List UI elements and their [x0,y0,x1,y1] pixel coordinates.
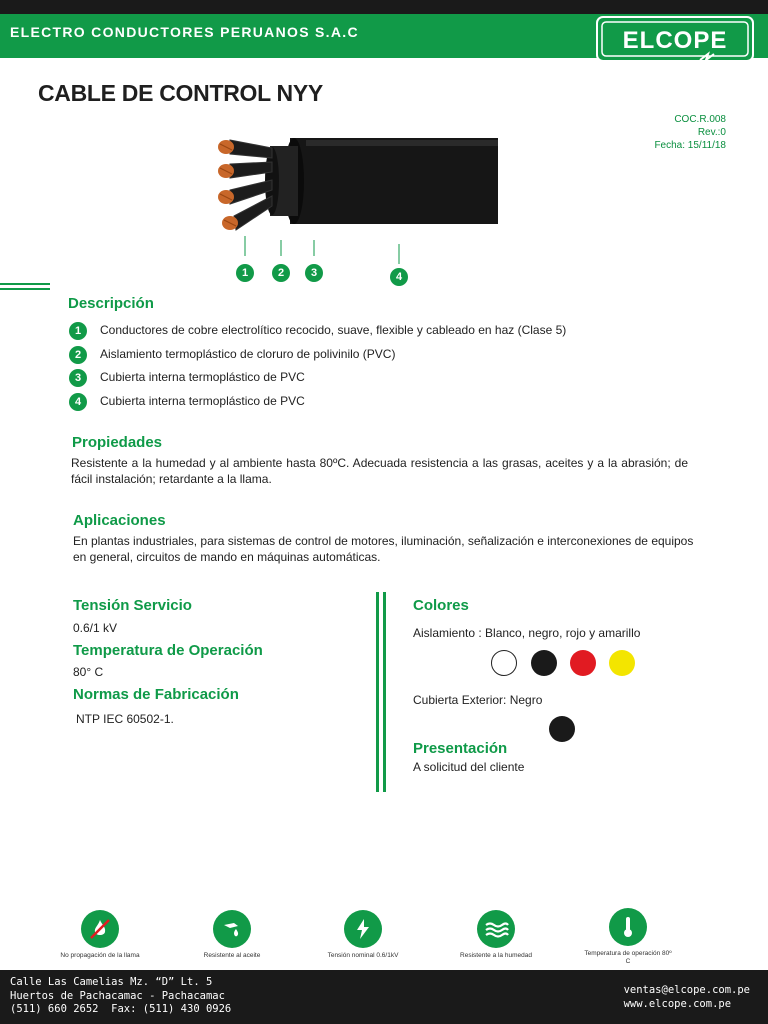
callout-4: 4 [390,268,408,286]
section-divider [0,283,50,297]
doc-reference [654,113,726,152]
phone-line: (511) 660 2652 Fax: (511) 430 0926 [10,1003,232,1015]
temperatura-title: Temperatura de Operación [73,642,263,659]
footer-contact [624,983,750,1011]
web-link[interactable]: www.elcope.com.pe [623,998,732,1010]
feature-oil [187,910,277,960]
color-swatch-black [531,650,557,676]
cable-illustration [210,126,510,296]
desc-item-1: Conductores de cobre electrolítico recocido, suave, flexible y cableado en haz (Clase 5) [100,323,567,337]
divider-line-1 [376,592,379,792]
desc-num-3: 3 [69,369,87,387]
elcope-logo [596,16,754,68]
desc-num-4: 4 [69,393,87,411]
desc-num-2: 2 [69,346,87,364]
thermometer-icon [609,908,647,946]
no-flame-icon [81,910,119,948]
company-name: ELECTRO CONDUCTORES PERUANOS S.A.C [10,24,359,40]
color-swatch-cubierta [549,716,575,742]
address-line-2: Huertos de Pachacamac - Pachacamac [10,989,225,1002]
email-link[interactable]: ventas@elcope.com.pe [623,984,750,996]
address-line-1: Calle Las Camelias Mz. “D” Lt. 5 [10,976,213,988]
divider-line-2 [383,592,386,792]
feature-temperature [583,908,673,966]
waves-icon [477,910,515,948]
tension-value: 0.6/1 kV [73,621,118,635]
aislamiento-text: Aislamiento : Blanco, negro, rojo y amarillo [413,626,641,640]
desc-num-1: 1 [69,322,87,340]
footer-address [10,976,231,1017]
lightning-icon [344,910,382,948]
descripcion-title: Descripción [68,295,154,312]
doc-rev: Rev.:0 [697,127,726,138]
feature-flame [55,910,145,960]
callout-1: 1 [236,264,254,282]
desc-item-3: Cubierta interna termoplástico de PVC [100,370,305,384]
top-bar [0,0,768,14]
aplicaciones-title: Aplicaciones [73,512,166,529]
presentacion-value: A solicitud del cliente [413,760,525,774]
feature-label: Temperatura de operación 80º C [584,950,672,965]
doc-date: Fecha: 15/11/18 [654,140,726,151]
propiedades-title: Propiedades [72,434,163,451]
oil-drop-icon [213,910,251,948]
color-swatch-white [491,650,517,676]
normas-title: Normas de Fabricación [73,686,239,703]
desc-item-4: Cubierta interna termoplástico de PVC [100,394,305,408]
feature-label: Tensión nominal 0.6/1kV [327,952,399,959]
callout-3: 3 [305,264,323,282]
temperatura-value: 80° C [73,665,104,679]
feature-label: No propagación de la llama [60,952,140,959]
feature-humidity [451,910,541,960]
presentacion-title: Presentación [413,740,508,757]
colores-title: Colores [413,597,469,614]
desc-item-2: Aislamiento termoplástico de cloruro de polivinilo (PVC) [100,347,396,361]
feature-voltage [318,910,408,960]
tension-title: Tensión Servicio [73,597,192,614]
feature-label: Resistente al aceite [203,952,261,959]
callout-2: 2 [272,264,290,282]
page-title: CABLE DE CONTROL NYY [38,80,323,106]
color-swatch-yellow [609,650,635,676]
doc-code: COC.R.008 [674,114,726,125]
logo-text: ELCOPE [622,27,728,54]
propiedades-text: Resistente a la humedad y al ambiente hasta 80ºC. Adecuada resistencia a las grasas, aceites y a la abrasión; de fácil instalación; retardante a la llama. [71,456,688,486]
cubierta-text: Cubierta Exterior: Negro [413,693,543,707]
normas-value: NTP IEC 60502-1. [76,712,174,726]
color-swatch-red [570,650,596,676]
aplicaciones-text: En plantas industriales, para sistemas de control de motores, iluminación, señalización e interconexiones de equipos en general, circuitos de mando en máquinas automáticas. [73,534,694,564]
feature-label: Resistente a la humedad [460,952,532,959]
